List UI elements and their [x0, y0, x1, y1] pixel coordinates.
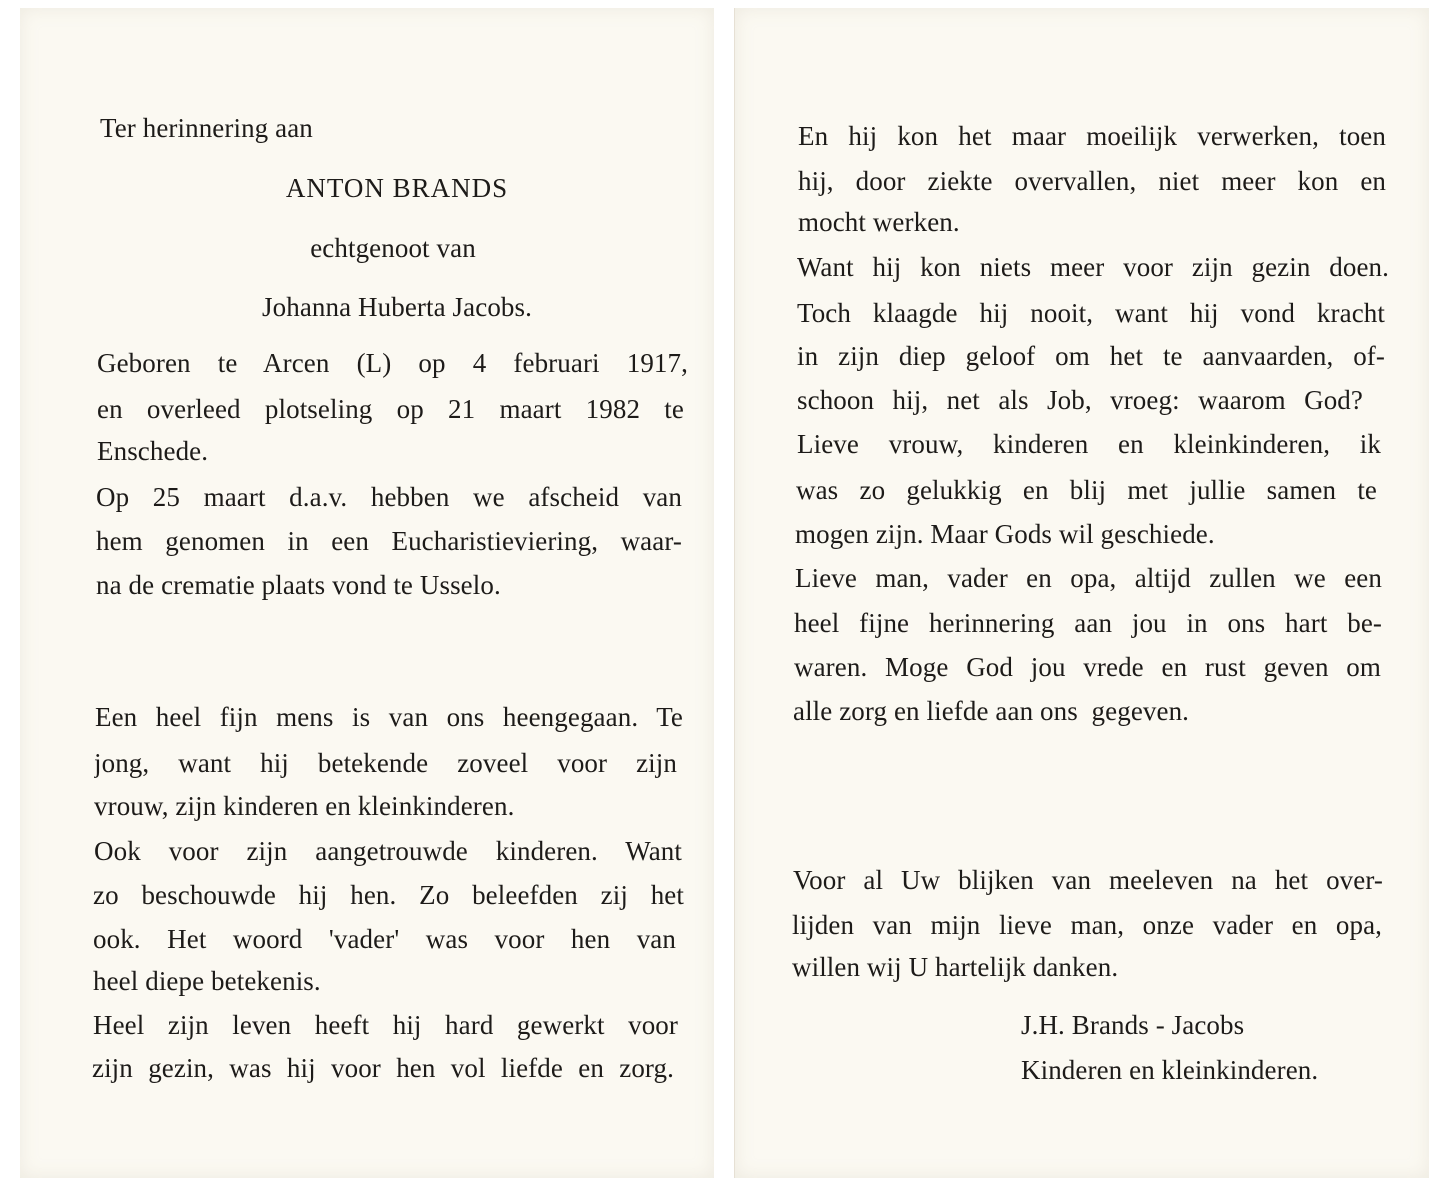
text-line: willen wij U hartelijk danken. [792, 952, 1119, 982]
text-line: Voor al Uw blijken van meeleven na het over- [793, 865, 1383, 895]
text-line: Lieve vrouw, kinderen en kleinkinderen, ik [797, 429, 1381, 459]
text-line: Ook voor zijn aangetrouwde kinderen. Want [94, 836, 682, 866]
text-line: Heel zijn leven heeft hij hard gewerkt voor [93, 1010, 678, 1040]
text-line: vrouw, zijn kinderen en kleinkinderen. [94, 791, 515, 821]
signature-name: J.H. Brands - Jacobs [1021, 1010, 1245, 1040]
text-line: Toch klaagde hij nooit, want hij vond kracht [797, 298, 1385, 328]
text-line: mocht werken. [798, 207, 960, 237]
text-line: En hij kon het maar moeilijk verwerken, toen [798, 121, 1386, 151]
text-line: Geboren te Arcen (L) op 4 februari 1917, [97, 348, 688, 378]
deceased-name: ANTON BRANDS [285, 173, 509, 203]
text-line: waren. Moge God jou vrede en rust geven om [794, 652, 1381, 682]
text-line: alle zorg en liefde aan ons gegeven. [793, 696, 1190, 726]
text-line: na de crematie plaats vond te Usselo. [96, 570, 501, 600]
text-line: Lieve man, vader en opa, altijd zullen we een [795, 563, 1382, 593]
text-line: was zo gelukkig en blij met jullie samen te [796, 475, 1377, 505]
intro-text: Ter herinnering aan [100, 113, 313, 143]
text-line: in zijn diep geloof om het te aanvaarden, of- [797, 341, 1385, 371]
text-line: hem genomen in een Eucharistieviering, waar- [96, 526, 682, 556]
text-line: zijn gezin, was hij voor hen vol liefde en zorg. [92, 1053, 674, 1083]
text-line: heel fijne herinnering aan jou in ons hart be- [794, 608, 1382, 638]
text-line: Enschede. [97, 436, 209, 466]
text-line: Want hij kon niets meer voor zijn gezin doen. [797, 252, 1389, 282]
text-line: Op 25 maart d.a.v. hebben we afscheid van [96, 482, 682, 512]
text-line: jong, want hij betekende zoveel voor zijn [94, 748, 677, 778]
text-line: zo beschouwde hij hen. Zo beleefden zij het [93, 880, 684, 910]
memorial-card-right [734, 8, 1429, 1178]
memorial-card-left [20, 8, 714, 1178]
relation-text: echtgenoot van [310, 233, 476, 263]
text-line: ook. Het woord 'vader' was voor hen van [93, 924, 676, 954]
text-line: lijden van mijn lieve man, onze vader en opa, [792, 910, 1382, 940]
text-line: en overleed plotseling op 21 maart 1982 te [97, 394, 684, 424]
text-line: mogen zijn. Maar Gods wil geschiede. [795, 519, 1215, 549]
text-line: hij, door ziekte overvallen, niet meer kon en [798, 166, 1386, 196]
signature-family: Kinderen en kleinkinderen. [1021, 1055, 1319, 1085]
text-line: schoon hij, net als Job, vroeg: waarom God? [797, 385, 1363, 415]
text-line: Een heel fijn mens is van ons heengegaan. Te [95, 702, 683, 732]
text-line: heel diepe betekenis. [93, 966, 321, 996]
spouse-name: Johanna Huberta Jacobs. [262, 292, 532, 322]
